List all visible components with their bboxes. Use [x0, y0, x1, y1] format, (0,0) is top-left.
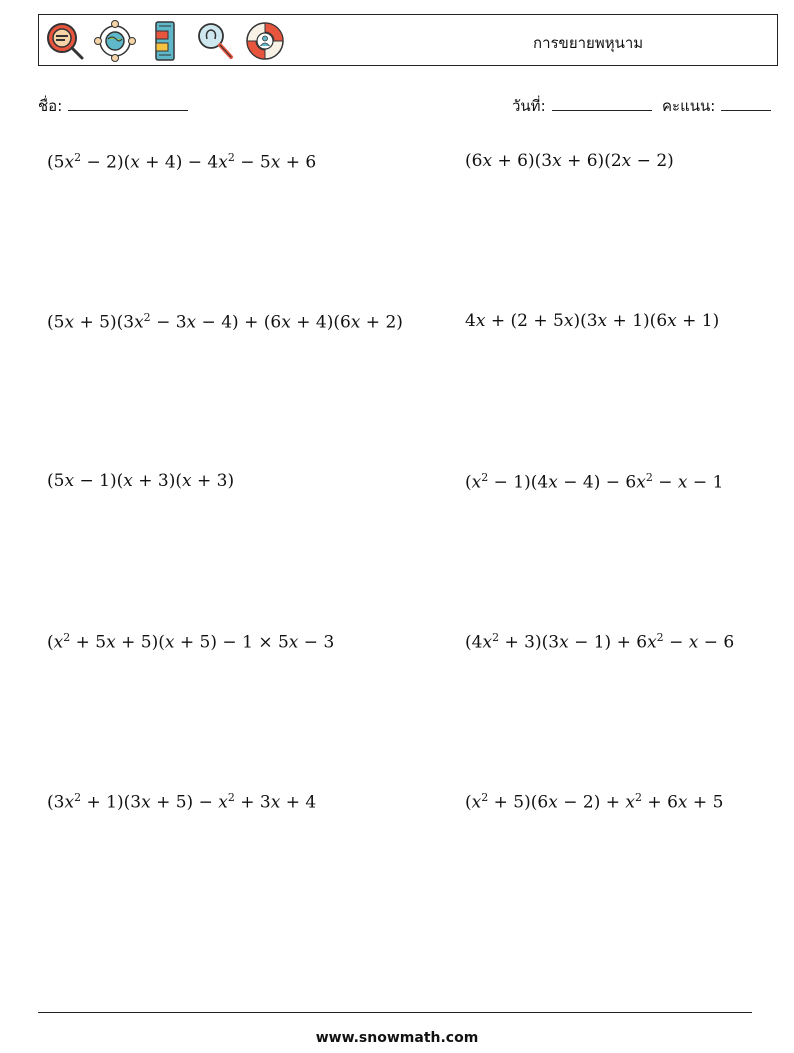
problem-8: $(4x^2 + 3)(3x - 1) + 6x^2 - x - 6$ [465, 631, 735, 653]
problem-1: $(5x^2 - 2)(x + 4) - 4x^2 - 5x + 6$ [47, 151, 317, 173]
name-blank[interactable] [68, 96, 188, 111]
lifebuoy-support-icon [243, 19, 287, 63]
problem-7: $(x^2 + 5x + 5)(x + 5) - 1 \times 5x - 3$ [47, 631, 335, 653]
problem-5: (5x − 1)(x + 3)(x + 3) [47, 471, 235, 491]
globe-network-icon [93, 19, 137, 63]
ruler-bookmark-icon [143, 19, 187, 63]
date-field [512, 94, 652, 118]
problem-9: $(3x^2 + 1)(3x + 5) - x^2 + 3x + 4$ [47, 791, 317, 813]
score-blank[interactable] [721, 96, 771, 111]
problem-4: 4x + (2 + 5x)(3x + 1)(6x + 1) [465, 311, 720, 331]
worksheet-header [38, 14, 778, 66]
date-label: วันที่: [512, 97, 546, 115]
footer-website: www.snowmath.com [315, 1030, 479, 1046]
problem-3: $(5x + 5)(3x^2 - 3x - 4) + (6x + 4)(6x + 2)$ [47, 311, 403, 333]
problem-6: $(x^2 - 1)(4x - 4) - 6x^2 - x - 1$ [465, 471, 724, 493]
header-icons [43, 19, 293, 63]
problem-2: (6x + 6)(3x + 6)(2x − 2) [465, 151, 674, 171]
date-blank[interactable] [552, 96, 652, 111]
name-field [38, 94, 188, 118]
search-magnifier-icon [43, 19, 87, 63]
worksheet-title: การขยายพหุนาม [533, 34, 644, 52]
magnifier-idea-icon [193, 19, 237, 63]
score-label: คะแนน: [662, 97, 716, 115]
score-field [662, 94, 771, 118]
problem-10: $(x^2 + 5)(6x - 2) + x^2 + 6x + 5$ [465, 791, 724, 813]
name-label: ชื่อ: [38, 97, 63, 115]
footer-divider [38, 1012, 752, 1013]
